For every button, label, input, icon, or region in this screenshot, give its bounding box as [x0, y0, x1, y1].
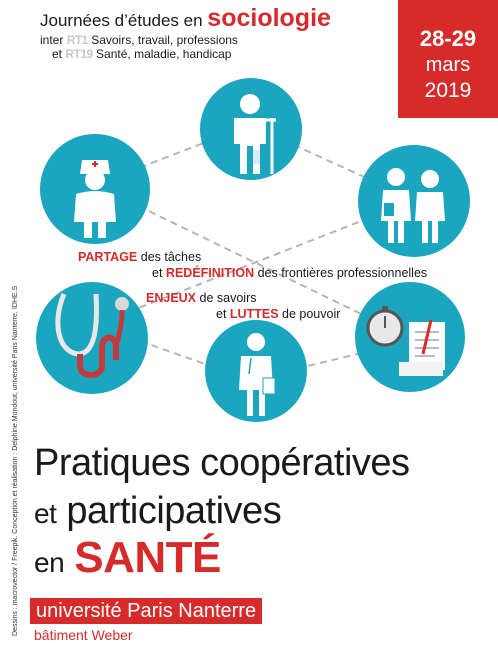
enjeux-text: de savoirs: [199, 291, 257, 305]
redefinition-text: des frontières professionnelles: [257, 266, 428, 280]
event-title-prefix: Journées d’études en: [40, 11, 203, 30]
stethoscope-icon: [36, 282, 148, 394]
patient-crutch-icon: [200, 78, 302, 180]
patient-circle: [200, 78, 302, 180]
enjeux-keyword: ENJEUX: [146, 291, 197, 305]
header-line-1-text: Savoirs, travail, professions: [91, 33, 238, 47]
doctors-circle: [358, 145, 470, 257]
partage-text: des tâches: [140, 250, 202, 264]
stopwatch-circle: [355, 282, 465, 392]
main-title-line-2-text: participatives: [66, 490, 282, 532]
luttes-text: de pouvoir: [282, 307, 341, 321]
main-title-line-3: [34, 533, 221, 582]
date-days: 28-29: [419, 26, 477, 51]
header-line-2-prefix: et: [52, 47, 63, 61]
header-line-1-prefix: inter: [40, 33, 64, 47]
partage-keyword: PARTAGE: [78, 250, 138, 264]
theme-redefinition: [152, 266, 427, 280]
rt1-code: RT1: [66, 33, 88, 47]
date-year: 2019: [424, 79, 472, 102]
event-title-highlight: sociologie: [207, 4, 331, 32]
date-month: mars: [425, 54, 471, 76]
stethoscope-circle: [36, 282, 148, 394]
nurse-icon: [40, 134, 150, 244]
stopwatch-checklist-icon: [355, 282, 465, 392]
doctor-circle: [205, 320, 307, 422]
main-title-line-3-prefix: en: [34, 547, 65, 578]
doctor-icon: [205, 320, 307, 422]
theme-partage: [78, 250, 201, 264]
redefinition-keyword: REDÉFINITION: [165, 266, 255, 280]
nurse-circle: [40, 134, 150, 244]
theme-enjeux: [146, 291, 257, 305]
main-title-highlight: SANTÉ: [74, 533, 221, 582]
main-title-line-2: [34, 492, 281, 530]
university-banner: université Paris Nanterre: [30, 598, 262, 624]
main-title-line-1: Pratiques coopératives: [34, 442, 410, 484]
credits-vertical: Dessins : macrovector / Freepik. Conception et réalisation : Delphine Mondout, université Paris Nanterre, IDHE.S: [12, 285, 19, 636]
luttes-prefix: et: [216, 307, 227, 321]
theme-luttes: [216, 307, 340, 321]
redef-prefix: et: [152, 266, 163, 280]
main-title-line-2-prefix: et: [34, 498, 57, 529]
luttes-keyword: LUTTES: [229, 307, 279, 321]
header-line-2-text: Santé, maladie, handicap: [96, 47, 232, 61]
building-name: bâtiment Weber: [34, 627, 133, 643]
doctors-pair-icon: [358, 145, 470, 257]
rt19-code: RT19: [65, 47, 93, 61]
